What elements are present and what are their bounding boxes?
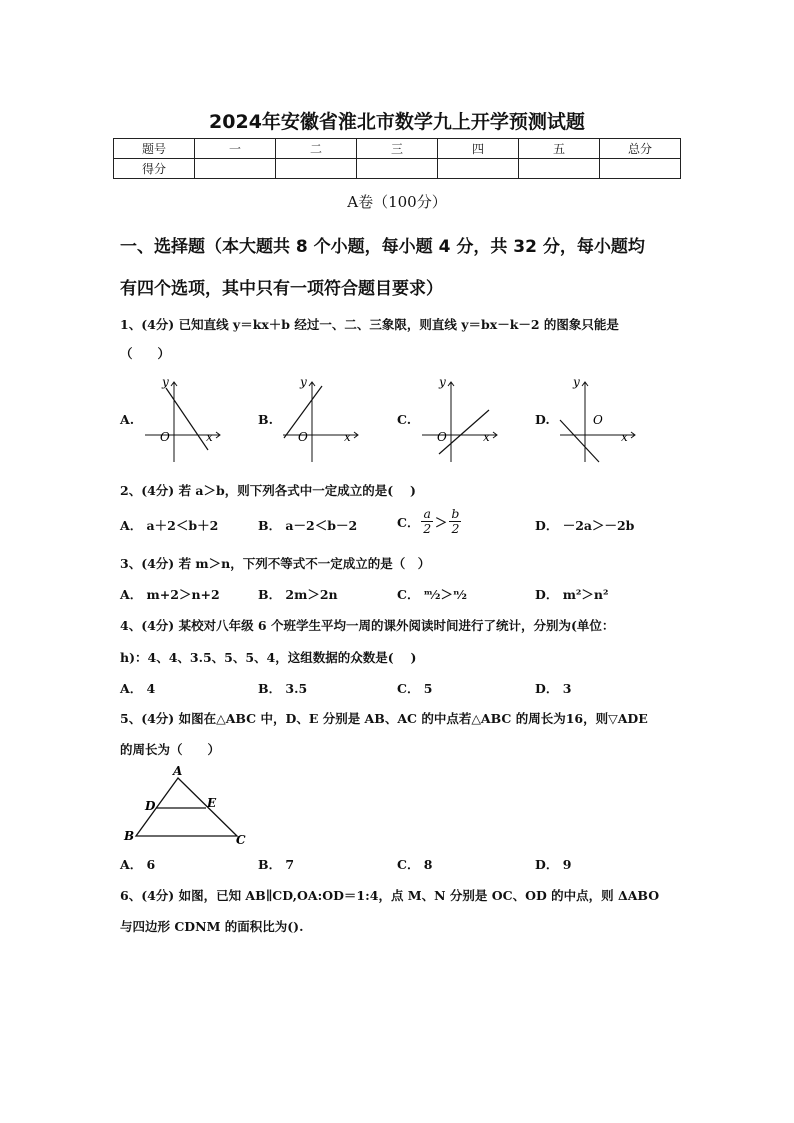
q5-text-line1: 5、(4分) 如图在△ABC 中，D、E 分别是 AB、AC 的中点若△ABC 的周长为16，则▽ADE [120, 711, 648, 726]
score-table [113, 138, 681, 179]
q1-option-b-label: B. [258, 412, 273, 427]
q1-a-x-label: x [206, 430, 213, 444]
q1-d-y-label: y [573, 375, 580, 389]
q4-text-line1: 4、(4分) 某校对八年级 6 个班学生平均一周的课外阅读时间进行了统计，分别为(单位： [120, 618, 615, 633]
q2-option-c [397, 507, 463, 536]
score-cell [519, 159, 600, 179]
q1-b-y-label: y [300, 375, 307, 389]
q1-option-a-graph [140, 374, 230, 464]
q2-option-c-label: C． [397, 514, 420, 530]
score-cell [357, 159, 438, 179]
q3-option-a: A． m+2＞n+2 [120, 587, 220, 602]
q4-option-a: A． 4 [120, 681, 156, 696]
q2-option-c-fraction-b: $\frac{b}{2}$ [451, 506, 460, 536]
q3-text: 3、(4分) 若 m＞n，下列不等式不一定成立的是（ ） [120, 556, 431, 571]
score-header-cell: 题号 [114, 139, 195, 159]
score-header-cell: 一 [195, 139, 276, 159]
score-cell [600, 159, 681, 179]
q5-option-d: D． 9 [535, 857, 572, 872]
exam-title: 2024年安徽省淮北市数学九上开学预测试题 [209, 111, 585, 133]
q1-option-a-label: A. [120, 412, 135, 427]
q2-option-d: D． －2a＞－2b [535, 518, 635, 533]
q5-vertex-c: C [236, 833, 246, 847]
score-header-cell: 三 [357, 139, 438, 159]
score-header-cell: 四 [438, 139, 519, 159]
section-a-title: A卷（100分） [347, 193, 447, 211]
q5-vertex-a: A [173, 764, 183, 778]
q3-option-b: B． 2m＞2n [258, 587, 338, 602]
score-header-cell: 二 [276, 139, 357, 159]
q1-option-c-label: C. [397, 412, 412, 427]
q1-option-b-graph [278, 374, 368, 464]
q1-a-y-label: y [162, 375, 169, 389]
q5-option-b: B． 7 [258, 857, 295, 872]
q3-option-d: D． m²＞n² [535, 587, 609, 602]
q4-option-c: C． 5 [397, 681, 433, 696]
q5-text-line2: 的周长为（ ） [120, 742, 221, 757]
q1-d-x-label: x [621, 430, 628, 444]
q2-option-c-relation: ＞ [434, 514, 448, 530]
q4-option-b: B． 3.5 [258, 681, 308, 696]
q3-option-c: C． ᵐ⁄₂＞ⁿ⁄₂ [397, 587, 468, 602]
q1-c-origin-label: O [437, 430, 447, 444]
q2-option-b: B． a－2＜b－2 [258, 518, 358, 533]
q5-triangle-figure [120, 764, 250, 848]
score-table-header-row [114, 139, 681, 159]
section1-heading-line1: 一、选择题（本大题共 8 个小题，每小题 4 分，共 32 分，每小题均 [120, 237, 645, 257]
section1-heading-line2: 有四个选项，其中只有一项符合题目要求） [120, 279, 443, 299]
q1-c-y-label: y [439, 375, 446, 389]
q1-option-d-graph [555, 374, 645, 464]
q1-text: 1、(4分) 已知直线 y＝kx＋b 经过一、二、三象限，则直线 y＝bx－k－2 的图象只能是 [120, 317, 619, 332]
q1-a-origin-label: O [160, 430, 170, 444]
q5-option-c: C． 8 [397, 857, 433, 872]
q4-option-d: D． 3 [535, 681, 572, 696]
score-header-cell: 五 [519, 139, 600, 159]
q6-text-line2: 与四边形 CDNM 的面积比为(). [120, 919, 304, 934]
score-cell [276, 159, 357, 179]
q5-point-e: E [207, 796, 217, 810]
q1-paren: （ ） [120, 346, 171, 361]
q6-text-line1: 6、(4分) 如图，已知 AB∥CD,OA:OD＝1:4，点 M、N 分别是 OC、OD 的中点，则 ΔABO [120, 888, 660, 903]
q2-option-c-fraction-a: $\frac{a}{2}$ [423, 506, 432, 536]
q1-b-origin-label: O [298, 430, 308, 444]
q5-vertex-b: B [124, 829, 135, 843]
score-cell [195, 159, 276, 179]
q1-option-c-graph [417, 374, 507, 464]
q1-b-x-label: x [344, 430, 351, 444]
q2-text: 2、(4分) 若 a＞b，则下列各式中一定成立的是( ) [120, 483, 416, 498]
score-header-cell: 总分 [600, 139, 681, 159]
q1-option-d-label: D. [535, 412, 550, 427]
score-row-label: 得分 [114, 159, 195, 179]
q1-c-x-label: x [483, 430, 490, 444]
q4-text-line2: h)：4、4、3.5、5、5、4，这组数据的众数是( ) [120, 650, 417, 665]
q5-option-a: A． 6 [120, 857, 156, 872]
q2-option-a: A． a＋2＜b＋2 [120, 518, 219, 533]
q5-point-d: D [145, 799, 156, 813]
q1-d-origin-label: O [593, 413, 603, 427]
score-table-score-row [114, 159, 681, 179]
score-cell [438, 159, 519, 179]
